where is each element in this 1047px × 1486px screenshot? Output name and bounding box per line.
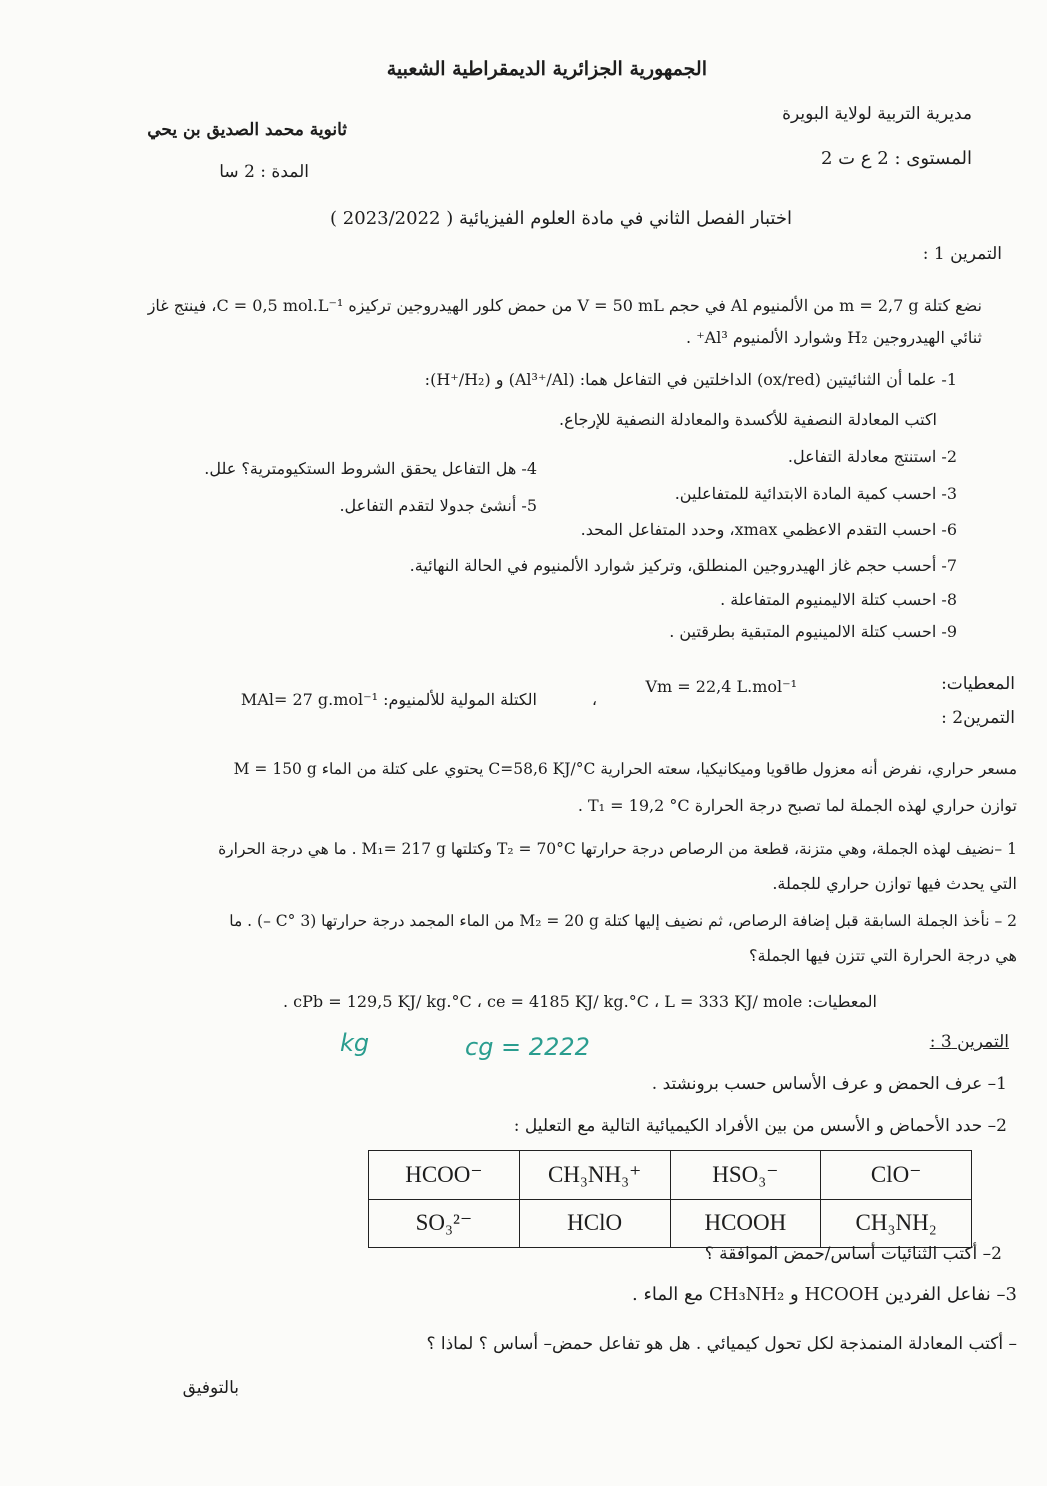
exam-title: اختبار الفصل الثاني في مادة العلوم الفيزيائية ( 2023/2022 ) [330,208,792,229]
ex3-title: التمرين 3 : [929,1032,1009,1052]
ex1-data-sep: ، [591,690,597,709]
table-cell: SO₃²⁻ [369,1199,520,1248]
table-cell: HCOO⁻ [369,1151,520,1200]
ex2-handwritten-unit: kg [340,1029,370,1057]
ex3-q2: 2– حدد الأحماض و الأسس من بين الأفراد الكيميائية التالية مع التعليل : [513,1116,1007,1136]
ex1-q1-sub: اكتب المعادلة النصفية للأكسدة والمعادلة النصفية للإرجاع. [558,410,937,429]
duration: المدة : 2 سا [219,162,309,182]
ex3-q3: 3– نفاعل الفردين HCOOH و CH₃NH₂ مع الماء . [632,1284,1017,1305]
ex1-data-molar: الكتلة المولية للألمنيوم: MAl= 27 g.mol⁻¹ [240,690,537,709]
ex1-data-label: المعطيات: [941,674,1015,694]
level: المستوى : 2 ع ت 2 [820,148,972,169]
table-row [369,1151,972,1200]
ex2-data: المعطيات: cPb = 129,5 KJ/ kg.°C ، ce = 4185 KJ/ kg.°C ، L = 333 KJ/ mole . [282,992,877,1011]
republic-title: الجمهورية الجزائرية الديمقراطية الشعبية [386,58,707,80]
ex1-q9: 9- احسب كتلة الالمينيوم المتبقية بطرقتين . [669,622,957,641]
school-name: ثانوية محمد الصديق بن يحي [147,120,347,140]
table-cell: HCOOH [670,1199,821,1248]
ex1-q3: 3- احسب كمية المادة الابتدائية للمتفاعلين. [674,484,957,503]
ex2-handwritten-value: cg = 2222 [465,1033,590,1061]
ex1-data-vm: Vm = 22,4 L.mol⁻¹ [645,677,797,696]
chemical-species-table [368,1150,972,1248]
ex1-q6: 6- احسب التقدم الاعظمي xmax، وحدد المتفاعل المحد. [580,520,957,539]
ex2-q2-line2: هي درجة الحرارة التي تتزن فيها الجملة؟ [749,946,1017,965]
table-cell: ClO⁻ [821,1151,972,1200]
ex2-para-line2: توازن حراري لهذه الجملة لما تصبح درجة الحرارة T₁ = 19,2 °C . [577,796,1017,815]
ex1-q4: 4- هل التفاعل يحقق الشروط الستكيومترية؟ علل. [204,459,537,478]
table-cell: HSO₃⁻ [670,1151,821,1200]
ex1-q7: 7- أحسب حجم غاز الهيدروجين المنطلق، وتركيز شوارد الألمنيوم في الحالة النهائية. [409,556,957,575]
ex1-q5: 5- أنشئ جدولا لتقدم التفاعل. [339,496,537,515]
table-cell: CH₃NH₃⁺ [519,1151,670,1200]
ex1-intro-line1: نضع كتلة m = 2,7 g من الألمنيوم Al في حجم V = 50 mL من حمض كلور الهيدروجين تركيزه C = 0,5 mol.L⁻¹، فينتج غاز [147,296,982,315]
ex2-q2-line1: 2 – نأخذ الجملة السابقة قبل إضافة الرصاص، ثم نضيف إليها كتلة M₂ = 20 g من الماء المجمد درجة حرارتها (3 °C –) . ما [229,912,1017,930]
ex2-para-line1: مسعر حراري، نفرض أنه معزول طاقويا وميكانيكيا، سعته الحرارية C=58,6 KJ/°C يحتوي على كتلة من الماء M = 150 g [233,760,1017,778]
ex1-q2: 2- استنتج معادلة التفاعل. [787,447,957,466]
table-cell: HClO [519,1199,670,1248]
ex1-q1: 1- علما أن الثنائيتين (ox/red) الداخلتين في التفاعل هما: (Al³⁺/Al) و (H⁺/H₂): [424,370,957,389]
directorate: مديرية التربية لولاية البويرة [782,104,972,124]
ex1-q8: 8- احسب كتلة الاليمنيوم المتفاعلة . [720,590,957,609]
ex2-title: التمرين2 : [941,708,1015,728]
ex2-q1-line2: التي يحدث فيها توازن حراري للجملة. [772,874,1017,893]
closing-text: بالتوفيق [182,1378,239,1398]
table-cell: CH₃NH₂ [821,1199,972,1248]
ex3-q3b: – أكتب المعادلة المنمذجة لكل تحول كيميائي . هل هو تفاعل حمض– أساس ؟ لماذا ؟ [426,1334,1017,1354]
ex1-intro-line2: ثنائي الهيدروجين H₂ وشوارد الألمنيوم Al³⁺ . [686,328,982,347]
ex1-title: التمرين 1 : [922,244,1002,264]
ex3-q1: 1– عرف الحمض و عرف الأساس حسب برونشتد . [651,1074,1007,1094]
table-row [369,1199,972,1248]
ex2-q1-line1: 1 –نضيف لهذه الجملة، وهي متزنة، قطعة من الرصاص درجة حرارتها T₂ = 70°C وكتلتها M₁= 217 g . ما هي درجة الحرارة [218,840,1017,858]
ex3-q2b: 2– أكتب الثنائيات أساس/حمض الموافقة ؟ [704,1244,1002,1264]
